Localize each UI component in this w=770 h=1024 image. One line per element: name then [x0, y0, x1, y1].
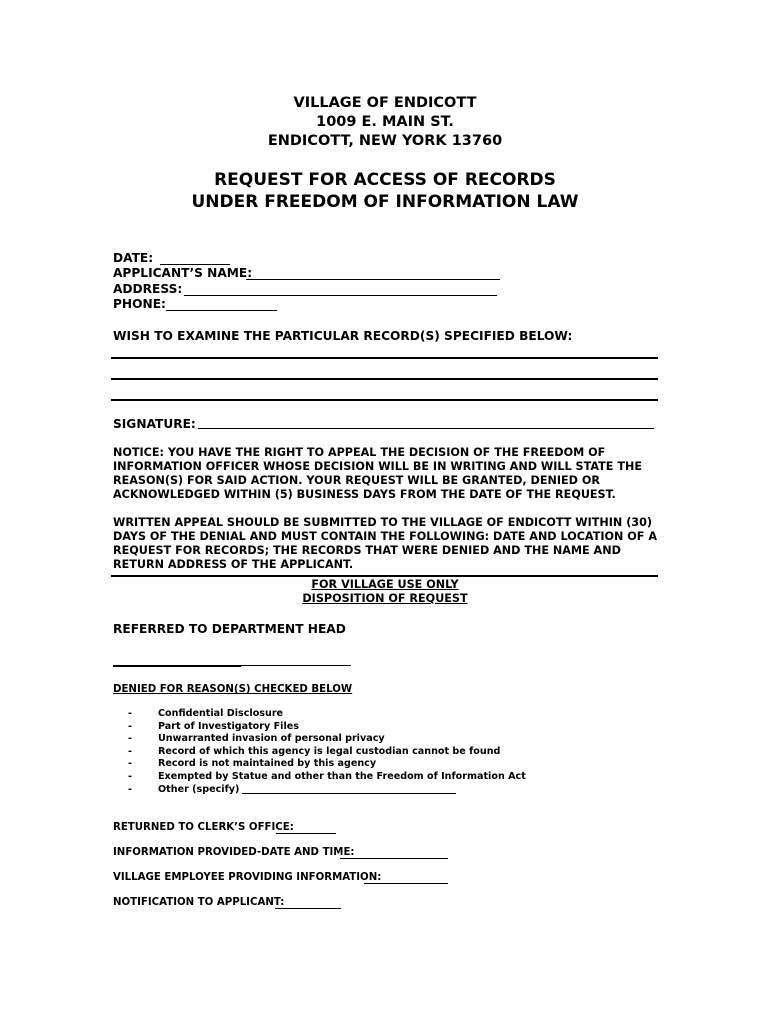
referred-line-a[interactable]	[113, 665, 241, 667]
bullet-dash: -	[128, 783, 132, 795]
other-specify-line[interactable]	[242, 793, 456, 794]
village-street: 1009 E. MAIN ST.	[316, 114, 454, 130]
referred-label: REFERRED TO DEPARTMENT HEAD	[113, 622, 346, 636]
returned-label: RETURNED TO CLERK’S OFFICE:	[113, 822, 294, 833]
bullet-dash: -	[128, 720, 132, 732]
reason-privacy: Unwarranted invasion of personal privacy	[158, 733, 385, 745]
signature-label: SIGNATURE:	[113, 417, 196, 431]
employee-label: VILLAGE EMPLOYEE PROVIDING INFORMATION:	[113, 872, 382, 883]
reason-confidential: Confidential Disclosure	[158, 708, 284, 719]
reason-item[interactable]	[128, 733, 548, 746]
date-label: DATE:	[113, 251, 154, 265]
village-city: ENDICOTT, NEW YORK 13760	[267, 133, 503, 149]
info-provided-label: INFORMATION PROVIDED-DATE AND TIME:	[113, 847, 355, 858]
reason-item[interactable]	[128, 758, 548, 771]
date-line[interactable]	[160, 264, 230, 265]
denied-heading: DENIED FOR REASON(S) CHECKED BELOW	[113, 684, 353, 695]
address-line[interactable]	[184, 295, 497, 296]
phone-line[interactable]	[166, 310, 277, 311]
bullet-dash: -	[128, 733, 132, 745]
referred-line-b[interactable]	[241, 665, 351, 666]
phone-label: PHONE:	[113, 297, 166, 311]
reason-item[interactable]	[128, 746, 548, 759]
appeal-paragraph: WRITTEN APPEAL SHOULD BE SUBMITTED TO THE VILLAGE OF ENDICOTT WITHIN (30) DAYS OF THE DENIAL AND MUST CONTAIN THE FOLLOWING: DATE AND LOCATION OF A REQUEST FOR RECORDS; THE RECORDS THAT WERE DENIED AND THE NAME AND RETURN ADDRESS OF THE APPLICANT.	[113, 516, 657, 571]
reasons-list	[128, 708, 548, 798]
disposition-heading: DISPOSITION OF REQUEST	[302, 592, 468, 605]
applicant-name-label: APPLICANT’S NAME:	[113, 266, 253, 280]
reason-item[interactable]	[128, 708, 548, 721]
village-use-heading: FOR VILLAGE USE ONLY	[311, 578, 459, 591]
form-title-line1: REQUEST FOR ACCESS OF RECORDS	[214, 170, 556, 190]
wish-label: WISH TO EXAMINE THE PARTICULAR RECORD(S) SPECIFIED BELOW:	[113, 329, 573, 343]
divider	[111, 575, 658, 577]
reason-investigatory: Part of Investigatory Files	[158, 720, 299, 732]
record-line-2[interactable]	[111, 378, 658, 380]
reason-item[interactable]	[128, 784, 548, 797]
village-name: VILLAGE OF ENDICOTT	[293, 95, 477, 111]
applicant-name-line[interactable]	[246, 279, 500, 280]
reason-item[interactable]	[128, 771, 548, 784]
form-title-line2: UNDER FREEDOM OF INFORMATION LAW	[191, 192, 579, 212]
notice-paragraph: NOTICE: YOU HAVE THE RIGHT TO APPEAL THE DECISION OF THE FREEDOM OF INFORMATION OFFICER WHOSE DECISION WILL BE IN WRITING AND WILL STATE THE REASON(S) FOR SAID ACTION. YOUR REQUEST WILL BE GRANTED, DENIED OR ACKNOWLEDGED WITHIN (5) BUSINESS DAYS FROM THE DATE OF THE REQUEST.	[113, 446, 642, 501]
reason-other: Other (specify)	[158, 783, 240, 795]
signature-line[interactable]	[198, 428, 654, 429]
reason-not-found: Record of which this agency is legal custodian cannot be found	[158, 745, 501, 757]
notification-label: NOTIFICATION TO APPLICANT:	[113, 897, 285, 908]
address-label: ADDRESS:	[113, 282, 183, 296]
reason-exempted: Exempted by Statue and other than the Freedom of Information Act	[158, 771, 526, 782]
employee-line[interactable]	[364, 883, 448, 884]
record-line-1[interactable]	[111, 357, 658, 359]
record-line-3[interactable]	[111, 399, 658, 401]
info-provided-line[interactable]	[340, 858, 448, 859]
bullet-dash: -	[128, 771, 132, 782]
bullet-dash: -	[128, 708, 132, 719]
returned-line[interactable]	[276, 833, 336, 834]
bullet-dash: -	[128, 745, 132, 757]
bullet-dash: -	[128, 758, 132, 770]
reason-item[interactable]	[128, 721, 548, 734]
reason-not-maintained: Record is not maintained by this agency	[158, 758, 377, 770]
notification-line[interactable]	[275, 908, 341, 909]
